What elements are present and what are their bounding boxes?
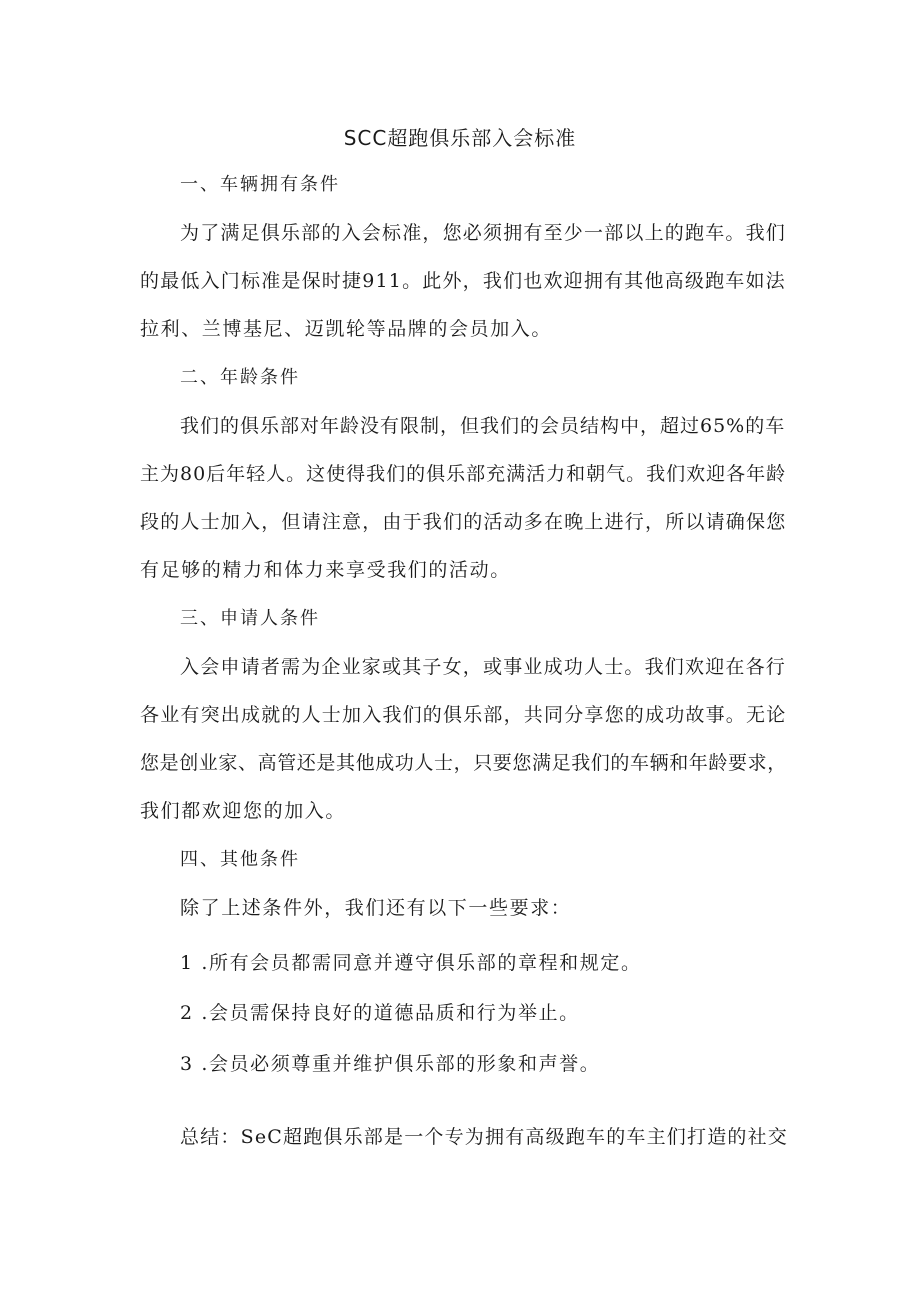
paragraph-line: 入会申请者需为企业家或其子女，或事业成功人士。我们欢迎在各行 <box>180 656 787 678</box>
paragraph-line: 除了上述条件外，我们还有以下一些要求： <box>180 897 572 919</box>
list-item: 1 .所有会员都需同意并遵守俱乐部的章程和规定。 <box>180 952 642 974</box>
paragraph-line: 主为80后年轻人。这使得我们的俱乐部充满活力和朝气。我们欢迎各年龄 <box>140 463 787 485</box>
paragraph-line: 拉利、兰博基尼、迈凯轮等品牌的会员加入。 <box>140 318 553 340</box>
paragraph-line: 您是创业家、高管还是其他成功人士，只要您满足我们的车辆和年龄要求， <box>140 752 787 774</box>
summary-line: 总结：SeC超跑俱乐部是一个专为拥有高级跑车的车主们打造的社交 <box>180 1126 788 1148</box>
section-heading-vehicle: 一、车辆拥有条件 <box>180 174 340 195</box>
list-item: 3 .会员必须尊重并维护俱乐部的形象和声誉。 <box>180 1053 601 1075</box>
paragraph-line: 各业有突出成就的人士加入我们的俱乐部，共同分享您的成功故事。无论 <box>140 704 787 726</box>
section-heading-age: 二、年龄条件 <box>180 367 300 388</box>
paragraph-line: 我们都欢迎您的加入。 <box>140 800 347 822</box>
paragraph-line: 有足够的精力和体力来享受我们的活动。 <box>140 559 511 581</box>
paragraph-line: 段的人士加入，但请注意，由于我们的活动多在晚上进行，所以请确保您 <box>140 511 787 533</box>
paragraph-line: 我们的俱乐部对年龄没有限制，但我们的会员结构中，超过65%的车 <box>180 415 786 437</box>
section-heading-other: 四、其他条件 <box>180 849 300 870</box>
paragraph-line: 的最低入门标准是保时捷911。此外，我们也欢迎拥有其他高级跑车如法 <box>140 270 786 292</box>
paragraph-line: 为了满足俱乐部的入会标准，您必须拥有至少一部以上的跑车。我们 <box>180 222 787 244</box>
document-title: SCC超跑俱乐部入会标准 <box>343 126 577 150</box>
section-heading-applicant: 三、申请人条件 <box>180 608 320 629</box>
list-item: 2 .会员需保持良好的道德品质和行为举止。 <box>180 1002 580 1024</box>
